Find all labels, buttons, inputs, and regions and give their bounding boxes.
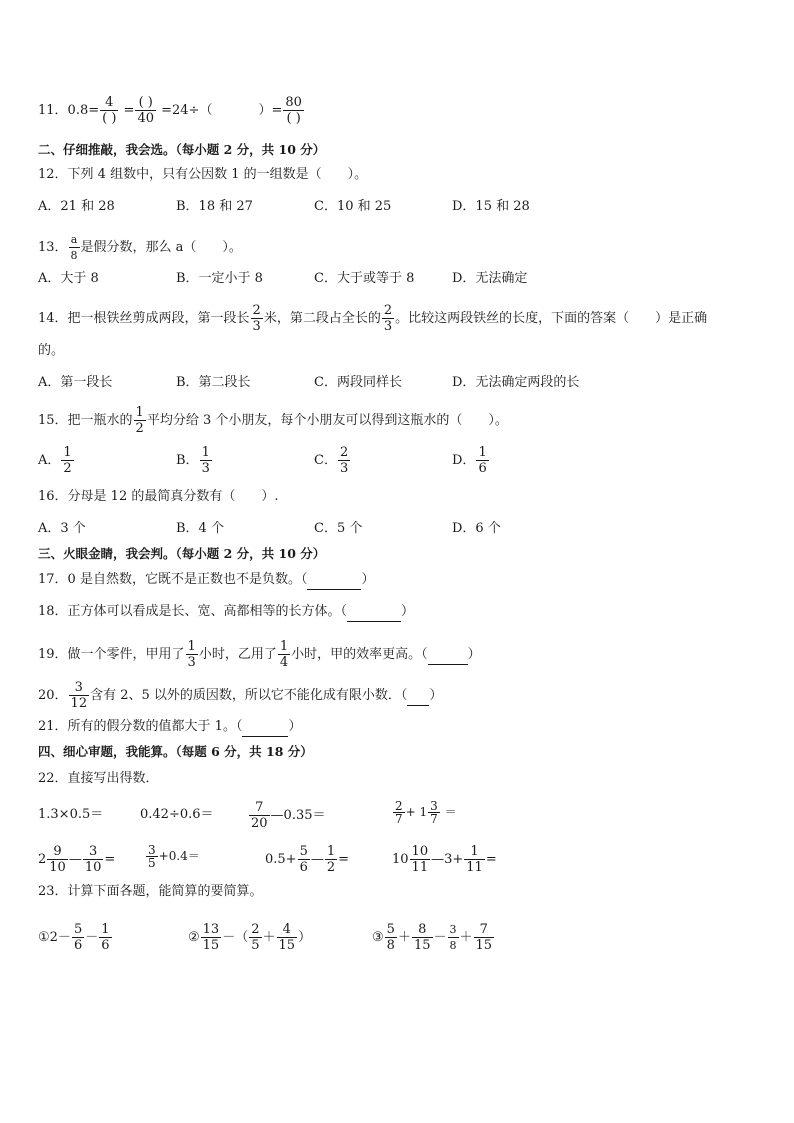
q14-option-d: D．无法确定两段的长	[452, 375, 580, 390]
q15-option-b: B． $\frac{1}{3}$	[176, 445, 210, 476]
question-22: 22．直接写出得数．	[38, 771, 159, 786]
q13-option-a: A．大于 8	[38, 271, 99, 286]
section-3-title: 三、火眼金睛，我会判。（每小题 2 分，共 10 分）	[38, 546, 326, 561]
calc-item: 1.3×0.5＝	[38, 807, 104, 822]
q12-option-d: D．15 和 28	[452, 199, 530, 214]
answer-blank[interactable]	[242, 718, 288, 737]
calc-item: 10 $\frac{10}{11}$ —3+ $\frac{1}{11}$ =	[392, 844, 497, 875]
q15-option-a: A． $\frac{1}{2}$	[38, 445, 72, 476]
calc-item: $\frac{2}{7}$ + 1 $\frac{3}{7}$ ＝	[395, 799, 457, 826]
answer-blank[interactable]	[347, 603, 401, 622]
q16-option-d: D．6 个	[452, 521, 501, 536]
question-17: 17．0 是自然数，它既不是正数也不是负数。（ ）	[38, 571, 374, 590]
calc-item: 0.42÷0.6＝	[140, 807, 214, 822]
q16-option-b: B．4 个	[176, 521, 224, 536]
expression-3: ③ $\frac{5}{8}$ ＋ $\frac{8}{15}$ － $\frac{3}{8}$ ＋ $\frac{7}{15}$	[372, 922, 493, 953]
calc-item: $\frac{7}{20}$ —0.35＝	[251, 800, 326, 831]
q12-option-c: C．10 和 25	[314, 199, 392, 214]
q16-option-c: C．5 个	[314, 521, 363, 536]
question-15: 15．把一瓶水的 $\frac{1}{2}$ 平均分给 3 个小朋友，每个小朋友可以得到这瓶水的（ ）。	[38, 405, 508, 436]
answer-blank[interactable]	[307, 571, 361, 590]
question-18: 18．正方体可以看成是长、宽、高都相等的长方体。（ ）	[38, 603, 414, 622]
q13-option-c: C．大于或等于 8	[314, 271, 415, 286]
question-13: 13． $\frac{a}{8}$ 是假分数，那么 a（ ）。	[38, 233, 242, 262]
q14-option-b: B．第二段长	[176, 375, 251, 390]
q14-option-a: A．第一段长	[38, 375, 113, 390]
calc-item: 0.5+ $\frac{5}{6}$ — $\frac{1}{2}$ =	[265, 844, 350, 875]
fraction: $\frac{( )}{40}$	[137, 95, 154, 126]
expression-2: ② $\frac{13}{15}$ －（ $\frac{2}{5}$ ＋ $\frac{4}{15}$ ）	[188, 922, 312, 953]
question-20: 20． $\frac{3}{12}$ 含有 2、5 以外的质因数，所以它不能化成有限小数．（ ）	[38, 680, 443, 711]
question-21: 21．所有的假分数的值都大于 1。（ ）	[38, 718, 301, 737]
expression-1: ①2－ $\frac{5}{6}$ － $\frac{1}{6}$	[38, 922, 110, 953]
answer-blank[interactable]	[407, 687, 429, 706]
q12-option-b: B．18 和 27	[176, 199, 253, 214]
q14-option-c: C．两段同样长	[314, 375, 402, 390]
question-23: 23．计算下面各题，能简算的要简算。	[38, 884, 263, 899]
section-4-title: 四、细心审题，我能算。（每题 6 分，共 18 分）	[38, 744, 313, 759]
q13-option-b: B．一定小于 8	[176, 271, 263, 286]
question-19: 19．做一个零件，甲用了 $\frac{1}{3}$ 小时，乙用了 $\frac{1}{4}$ 小时，甲的效率更高。（ ）	[38, 639, 481, 670]
answer-blank[interactable]	[428, 646, 468, 665]
q15-option-c: C． $\frac{2}{3}$	[314, 445, 349, 476]
question-11: 11．0.8= $\frac{4}{( )}$ = $\frac{( )}{40}$ =24÷（ ）= $\frac{80}{( )}$	[38, 95, 302, 126]
calc-item: $\frac{3}{5}$ +0.4＝	[148, 843, 200, 870]
fraction: $\frac{80}{( )}$	[285, 95, 302, 126]
q12-option-a: A．21 和 28	[38, 199, 115, 214]
question-16: 16．分母是 12 的最简真分数有（ ）.	[38, 489, 279, 504]
q15-option-d: D． $\frac{1}{6}$	[452, 445, 487, 476]
section-2-title: 二、仔细推敲，我会选。（每小题 2 分，共 10 分）	[38, 142, 326, 157]
calc-item: 2 $\frac{9}{10}$ — $\frac{3}{10}$ =	[38, 844, 116, 875]
question-12: 12．下列 4 组数中，只有公因数 1 的一组数是（ ）。	[38, 167, 368, 182]
q13-option-d: D．无法确定	[452, 271, 528, 286]
question-14-cont: 的。	[38, 343, 65, 358]
fraction: $\frac{4}{( )}$	[102, 95, 117, 126]
question-14: 14．把一根铁丝剪成两段，第一段长 $\frac{2}{3}$ 米，第二段占全长的 $\frac{2}{3}$ 。比较这两段铁丝的长度，下面的答案（ ）是正确	[38, 303, 708, 334]
q16-option-a: A．3 个	[38, 521, 86, 536]
